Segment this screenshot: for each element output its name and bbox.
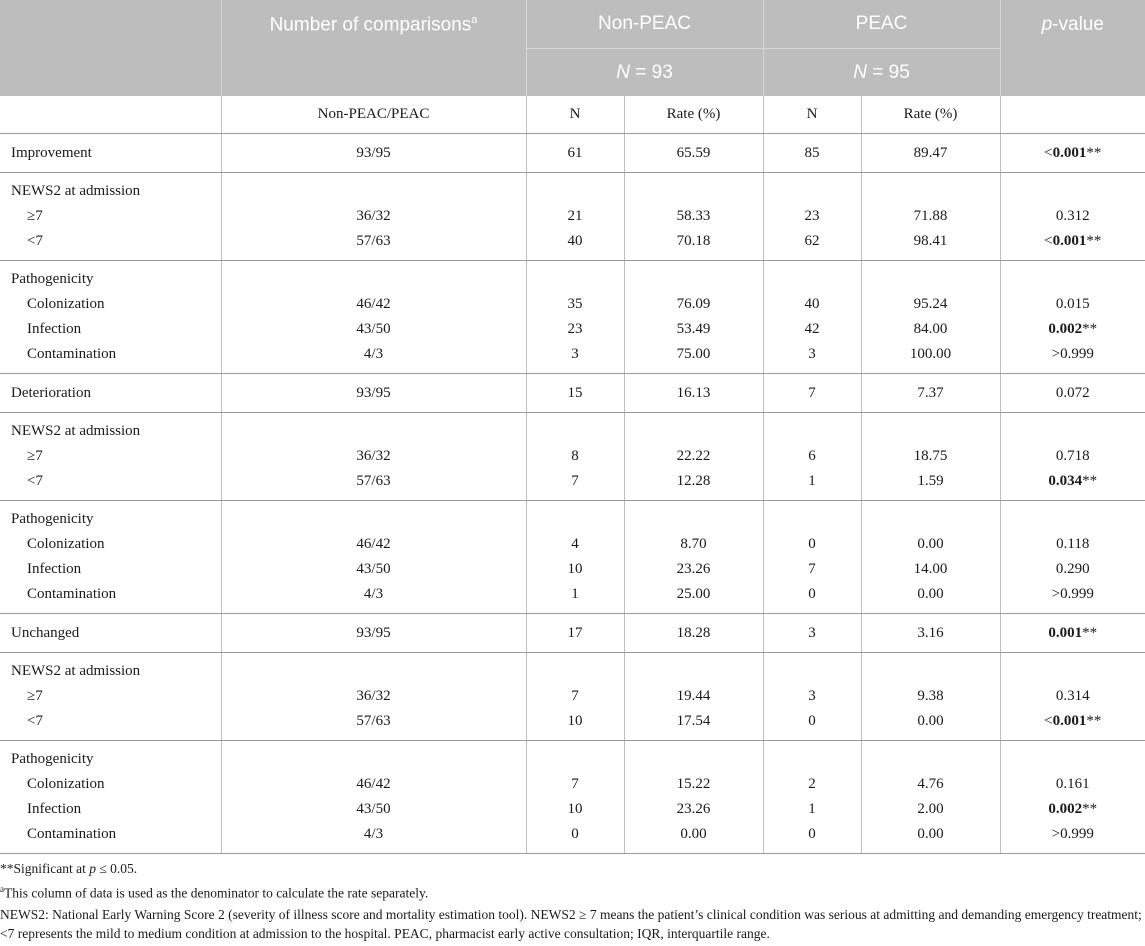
peac-rate: 18.75: [913, 448, 948, 464]
nonpeac-rate-cell: [624, 261, 763, 374]
row-label: Pathogenicity: [11, 511, 94, 527]
comparisons: 93/95: [356, 144, 391, 161]
row-label: ≥7: [27, 448, 43, 464]
peac-n-cell: [763, 374, 861, 413]
peac-n: 7: [808, 384, 816, 401]
table-header: [0, 0, 1145, 96]
nonpeac-rate: 65.59: [676, 144, 711, 161]
p-value: >0.999: [1051, 586, 1094, 602]
peac-rate: [862, 507, 1000, 532]
row-label: NEWS2 at admission: [11, 663, 141, 679]
subheader-nonpeac-rate: Rate (%): [624, 96, 763, 134]
row-label: Contamination: [27, 826, 117, 842]
nonpeac-n: [527, 507, 624, 532]
p-value-cell: [1000, 741, 1145, 854]
nonpeac-rate: 75.00: [676, 346, 711, 362]
nonpeac-n-cell: [526, 374, 624, 413]
peac-n: 0: [808, 586, 816, 602]
peac-rate: 3.16: [917, 624, 944, 641]
comparisons: 43/50: [356, 801, 391, 817]
peac-rate-cell: [861, 134, 1000, 173]
peac-rate: 9.38: [917, 688, 944, 704]
peac-n: 0: [808, 713, 816, 729]
comparisons: 4/3: [363, 346, 384, 362]
peac-rate: 95.24: [913, 296, 948, 312]
peac-rate: 4.76: [917, 776, 944, 792]
p-value: <0.001**: [1044, 233, 1102, 249]
peac-n: 40: [804, 296, 820, 312]
row-label-cell: [0, 173, 221, 261]
nonpeac-n: [527, 267, 624, 292]
peac-n: 1: [808, 801, 816, 817]
peac-rate: [862, 659, 1000, 684]
p-value: 0.001**: [1048, 624, 1098, 641]
p-value-cell: [1000, 134, 1145, 173]
peac-n-cell: [763, 413, 861, 501]
subheader-pvalue-blank: [1000, 96, 1145, 134]
nonpeac-rate: 25.00: [676, 586, 711, 602]
peac-n-cell: [763, 261, 861, 374]
p-value: <0.001**: [1044, 144, 1102, 161]
row-label: Contamination: [27, 346, 117, 362]
nonpeac-rate: 76.09: [676, 296, 711, 312]
comparisons-cell: [221, 413, 526, 501]
comparisons-cell: [221, 374, 526, 413]
nonpeac-n: [527, 419, 624, 444]
row-label-cell: [0, 261, 221, 374]
row-label: Deterioration: [11, 384, 91, 401]
nonpeac-rate: 23.26: [676, 801, 711, 817]
row-label-cell: [0, 614, 221, 653]
nonpeac-n-cell: [526, 653, 624, 741]
comparisons: 46/42: [356, 776, 391, 792]
column-subheader-row: [0, 96, 1145, 134]
table-section: [0, 614, 1145, 653]
row-label: Infection: [27, 561, 82, 577]
comparisons: 57/63: [356, 233, 391, 249]
comparisons-cell: [221, 173, 526, 261]
peac-n: 2: [808, 776, 816, 792]
nonpeac-n: 21: [567, 208, 583, 224]
peac-n: [764, 419, 861, 444]
nonpeac-rate: [625, 179, 763, 204]
row-label: Unchanged: [11, 624, 80, 641]
nonpeac-rate-cell: [624, 413, 763, 501]
peac-n: 3: [808, 346, 816, 362]
p-value-cell: [1000, 374, 1145, 413]
peac-n: 23: [804, 208, 820, 224]
nonpeac-n: 61: [567, 144, 583, 161]
comparisons: 93/95: [356, 384, 391, 401]
peac-n-cell: [763, 653, 861, 741]
nonpeac-n: 0: [571, 826, 579, 842]
nonpeac-rate-cell: [624, 374, 763, 413]
subheader-nonpeac-n: N: [526, 96, 624, 134]
nonpeac-n: 17: [567, 624, 583, 641]
comparisons: [222, 747, 526, 772]
footnote-significance: **Significant at p ≤ 0.05.: [0, 861, 138, 876]
comparisons: 57/63: [356, 713, 391, 729]
p-value-cell: [1000, 614, 1145, 653]
peac-n: 85: [804, 144, 820, 161]
peac-n-cell: [763, 501, 861, 614]
p-value: 0.118: [1056, 536, 1090, 552]
row-label-cell: [0, 501, 221, 614]
p-value-cell: [1000, 413, 1145, 501]
nonpeac-rate-cell: [624, 134, 763, 173]
table-section: [0, 413, 1145, 501]
nonpeac-n: 7: [571, 473, 579, 489]
p-value-cell: [1000, 653, 1145, 741]
peac-rate: 7.37: [917, 384, 944, 401]
comparisons: 57/63: [356, 473, 391, 489]
row-label: Pathogenicity: [11, 271, 94, 287]
nonpeac-rate: [625, 659, 763, 684]
peac-rate-cell: [861, 173, 1000, 261]
comparisons-cell: [221, 261, 526, 374]
table-body: [0, 96, 1145, 854]
table-section: [0, 374, 1145, 413]
row-label: <7: [27, 713, 43, 729]
nonpeac-rate: 53.49: [676, 321, 711, 337]
subheader-comparisons: Non-PEAC/PEAC: [221, 96, 526, 134]
peac-rate: 0.00: [917, 826, 944, 842]
nonpeac-n: [527, 179, 624, 204]
peac-rate: 89.47: [913, 144, 948, 161]
nonpeac-rate: 58.33: [676, 208, 711, 224]
nonpeac-n: 15: [567, 384, 583, 401]
nonpeac-rate-cell: [624, 501, 763, 614]
nonpeac-n: 3: [571, 346, 579, 362]
nonpeac-n-cell: [526, 134, 624, 173]
peac-rate-cell: [861, 413, 1000, 501]
nonpeac-n: [527, 659, 624, 684]
comparisons-cell: [221, 501, 526, 614]
peac-n: [764, 267, 861, 292]
peac-rate-cell: [861, 614, 1000, 653]
nonpeac-rate: 19.44: [676, 688, 711, 704]
p-value: [1001, 419, 1145, 444]
peac-rate-cell: [861, 374, 1000, 413]
nonpeac-n-cell: [526, 261, 624, 374]
row-label-cell: [0, 374, 221, 413]
nonpeac-rate: 23.26: [676, 561, 711, 577]
peac-n-cell: [763, 741, 861, 854]
peac-rate: 14.00: [913, 561, 948, 577]
row-label: Colonization: [27, 296, 105, 312]
peac-rate-cell: [861, 501, 1000, 614]
subheader-blank-cell: [0, 96, 221, 134]
row-label: <7: [27, 473, 43, 489]
row-label: Colonization: [27, 776, 105, 792]
peac-rate: [862, 747, 1000, 772]
peac-rate: 98.41: [913, 233, 948, 249]
nonpeac-rate: 16.13: [676, 384, 711, 401]
comparisons: [222, 419, 526, 444]
nonpeac-n: [527, 747, 624, 772]
comparisons: [222, 267, 526, 292]
comparisons: 36/32: [356, 448, 391, 464]
peac-rate: [862, 267, 1000, 292]
p-value: [1001, 267, 1145, 292]
nonpeac-n: 7: [571, 776, 579, 792]
peac-n: 7: [808, 561, 816, 577]
p-value: >0.999: [1051, 346, 1094, 362]
peac-n: 62: [804, 233, 820, 249]
row-label: Improvement: [11, 144, 92, 161]
p-value: 0.314: [1055, 688, 1090, 704]
nonpeac-n: 23: [567, 321, 583, 337]
p-value: 0.002**: [1048, 801, 1098, 817]
row-label: NEWS2 at admission: [11, 183, 141, 199]
nonpeac-n: 7: [571, 688, 579, 704]
peac-rate: 0.00: [917, 713, 944, 729]
peac-n-cell: [763, 614, 861, 653]
header-nonpeac-n: N = 93: [526, 49, 763, 97]
header-pvalue: p-value: [1000, 0, 1145, 96]
nonpeac-n: 1: [571, 586, 579, 602]
row-label: Colonization: [27, 536, 105, 552]
p-value: [1001, 507, 1145, 532]
header-nonpeac: Non-PEAC: [526, 0, 763, 49]
nonpeac-rate: 0.00: [680, 826, 707, 842]
table-section: [0, 501, 1145, 614]
table-section: [0, 261, 1145, 374]
comparisons: [222, 507, 526, 532]
comparisons: 36/32: [356, 208, 391, 224]
nonpeac-n-cell: [526, 741, 624, 854]
nonpeac-rate-cell: [624, 614, 763, 653]
p-value: 0.312: [1055, 208, 1090, 224]
p-value: 0.072: [1055, 384, 1090, 401]
row-label: ≥7: [27, 688, 43, 704]
p-value-cell: [1000, 501, 1145, 614]
p-value: [1001, 659, 1145, 684]
nonpeac-n: 10: [567, 801, 583, 817]
nonpeac-rate: [625, 507, 763, 532]
subheader-peac-n: N: [763, 96, 861, 134]
comparisons-cell: [221, 741, 526, 854]
comparisons: [222, 179, 526, 204]
p-value: 0.034**: [1048, 473, 1098, 489]
comparisons: 4/3: [363, 586, 384, 602]
peac-n: [764, 179, 861, 204]
comparisons-cell: [221, 134, 526, 173]
p-value: 0.002**: [1048, 321, 1098, 337]
peac-n: [764, 507, 861, 532]
nonpeac-n: 40: [567, 233, 583, 249]
row-label-cell: [0, 413, 221, 501]
row-label: Pathogenicity: [11, 751, 94, 767]
comparisons: 46/42: [356, 296, 391, 312]
p-value: 0.015: [1055, 296, 1090, 312]
comparisons: [222, 659, 526, 684]
row-label: ≥7: [27, 208, 43, 224]
nonpeac-n-cell: [526, 173, 624, 261]
comparisons: 4/3: [363, 826, 384, 842]
peac-rate: 1.59: [917, 473, 944, 489]
comparisons: 93/95: [356, 624, 391, 641]
nonpeac-rate-cell: [624, 741, 763, 854]
p-value: 0.161: [1055, 776, 1090, 792]
peac-rate: [862, 179, 1000, 204]
peac-rate-cell: [861, 741, 1000, 854]
peac-n-cell: [763, 134, 861, 173]
peac-rate: 84.00: [913, 321, 948, 337]
header-blank-cell: [0, 0, 221, 96]
comparisons: 46/42: [356, 536, 391, 552]
p-value: 0.718: [1055, 448, 1090, 464]
nonpeac-n: 8: [571, 448, 579, 464]
nonpeac-rate-cell: [624, 173, 763, 261]
table-section: [0, 173, 1145, 261]
comparisons: 36/32: [356, 688, 391, 704]
p-value-cell: [1000, 261, 1145, 374]
nonpeac-n: 35: [567, 296, 583, 312]
peac-rate: 71.88: [913, 208, 948, 224]
p-value: >0.999: [1051, 826, 1094, 842]
row-label: Infection: [27, 321, 82, 337]
peac-rate: 0.00: [917, 536, 944, 552]
row-label: Contamination: [27, 586, 117, 602]
nonpeac-n: 4: [571, 536, 579, 552]
peac-n: 0: [808, 536, 816, 552]
row-label: NEWS2 at admission: [11, 423, 141, 439]
comparisons: 43/50: [356, 561, 391, 577]
nonpeac-rate: 70.18: [676, 233, 711, 249]
peac-rate: 0.00: [917, 586, 944, 602]
header-peac-n: N = 95: [763, 49, 1000, 97]
nonpeac-n: 10: [567, 713, 583, 729]
peac-n: 42: [804, 321, 820, 337]
nonpeac-rate: [625, 267, 763, 292]
nonpeac-n-cell: [526, 501, 624, 614]
footnote-abbreviations: NEWS2: National Early Warning Score 2 (severity of illness score and mortality estimation tool). NEWS2 ≥ 7 means the patient’s clinical condition was serious at admitting and demanding emergency treatment; <7 represents the mild to medium condition at admission to the hospital. PEAC, pharmacist early active consultation; IQR, interquartile range.: [0, 906, 1142, 941]
peac-n: 3: [808, 688, 816, 704]
p-value: 0.290: [1055, 561, 1090, 577]
nonpeac-rate: [625, 747, 763, 772]
comparisons: 43/50: [356, 321, 391, 337]
nonpeac-rate: 17.54: [676, 713, 711, 729]
comparisons-cell: [221, 614, 526, 653]
peac-rate-cell: [861, 653, 1000, 741]
peac-n: 0: [808, 826, 816, 842]
nonpeac-rate: 12.28: [676, 473, 711, 489]
p-value: <0.001**: [1044, 713, 1102, 729]
p-value-cell: [1000, 173, 1145, 261]
row-label-cell: [0, 653, 221, 741]
row-label: Infection: [27, 801, 82, 817]
peac-rate: 2.00: [917, 801, 944, 817]
header-peac: PEAC: [763, 0, 1000, 49]
table-section: [0, 134, 1145, 173]
row-label: <7: [27, 233, 43, 249]
row-label-cell: [0, 134, 221, 173]
nonpeac-rate-cell: [624, 653, 763, 741]
table-section: [0, 741, 1145, 854]
p-value: [1001, 179, 1145, 204]
nonpeac-rate: 18.28: [676, 624, 711, 641]
nonpeac-n: 10: [567, 561, 583, 577]
peac-n-cell: [763, 173, 861, 261]
nonpeac-n-cell: [526, 413, 624, 501]
nonpeac-rate: 22.22: [676, 448, 711, 464]
nonpeac-n-cell: [526, 614, 624, 653]
peac-rate: [862, 419, 1000, 444]
nonpeac-rate: 8.70: [680, 536, 707, 552]
peac-n: [764, 747, 861, 772]
comparisons-cell: [221, 653, 526, 741]
peac-n: 3: [808, 624, 816, 641]
row-label-cell: [0, 741, 221, 854]
header-comparisons: Number of comparisons$^a$: [221, 0, 526, 96]
footnote-denominator: $^a$This column of data is used as the denominator to calculate the rate separately.: [0, 884, 429, 901]
peac-rate-cell: [861, 261, 1000, 374]
peac-n: [764, 659, 861, 684]
peac-rate: 100.00: [909, 346, 952, 362]
nonpeac-rate: [625, 419, 763, 444]
table-footnotes: [0, 859, 1145, 943]
nonpeac-rate: 15.22: [676, 776, 711, 792]
subheader-peac-rate: Rate (%): [861, 96, 1000, 134]
peac-n: 6: [808, 448, 816, 464]
peac-n: 1: [808, 473, 816, 489]
table-section: [0, 653, 1145, 741]
p-value: [1001, 747, 1145, 772]
